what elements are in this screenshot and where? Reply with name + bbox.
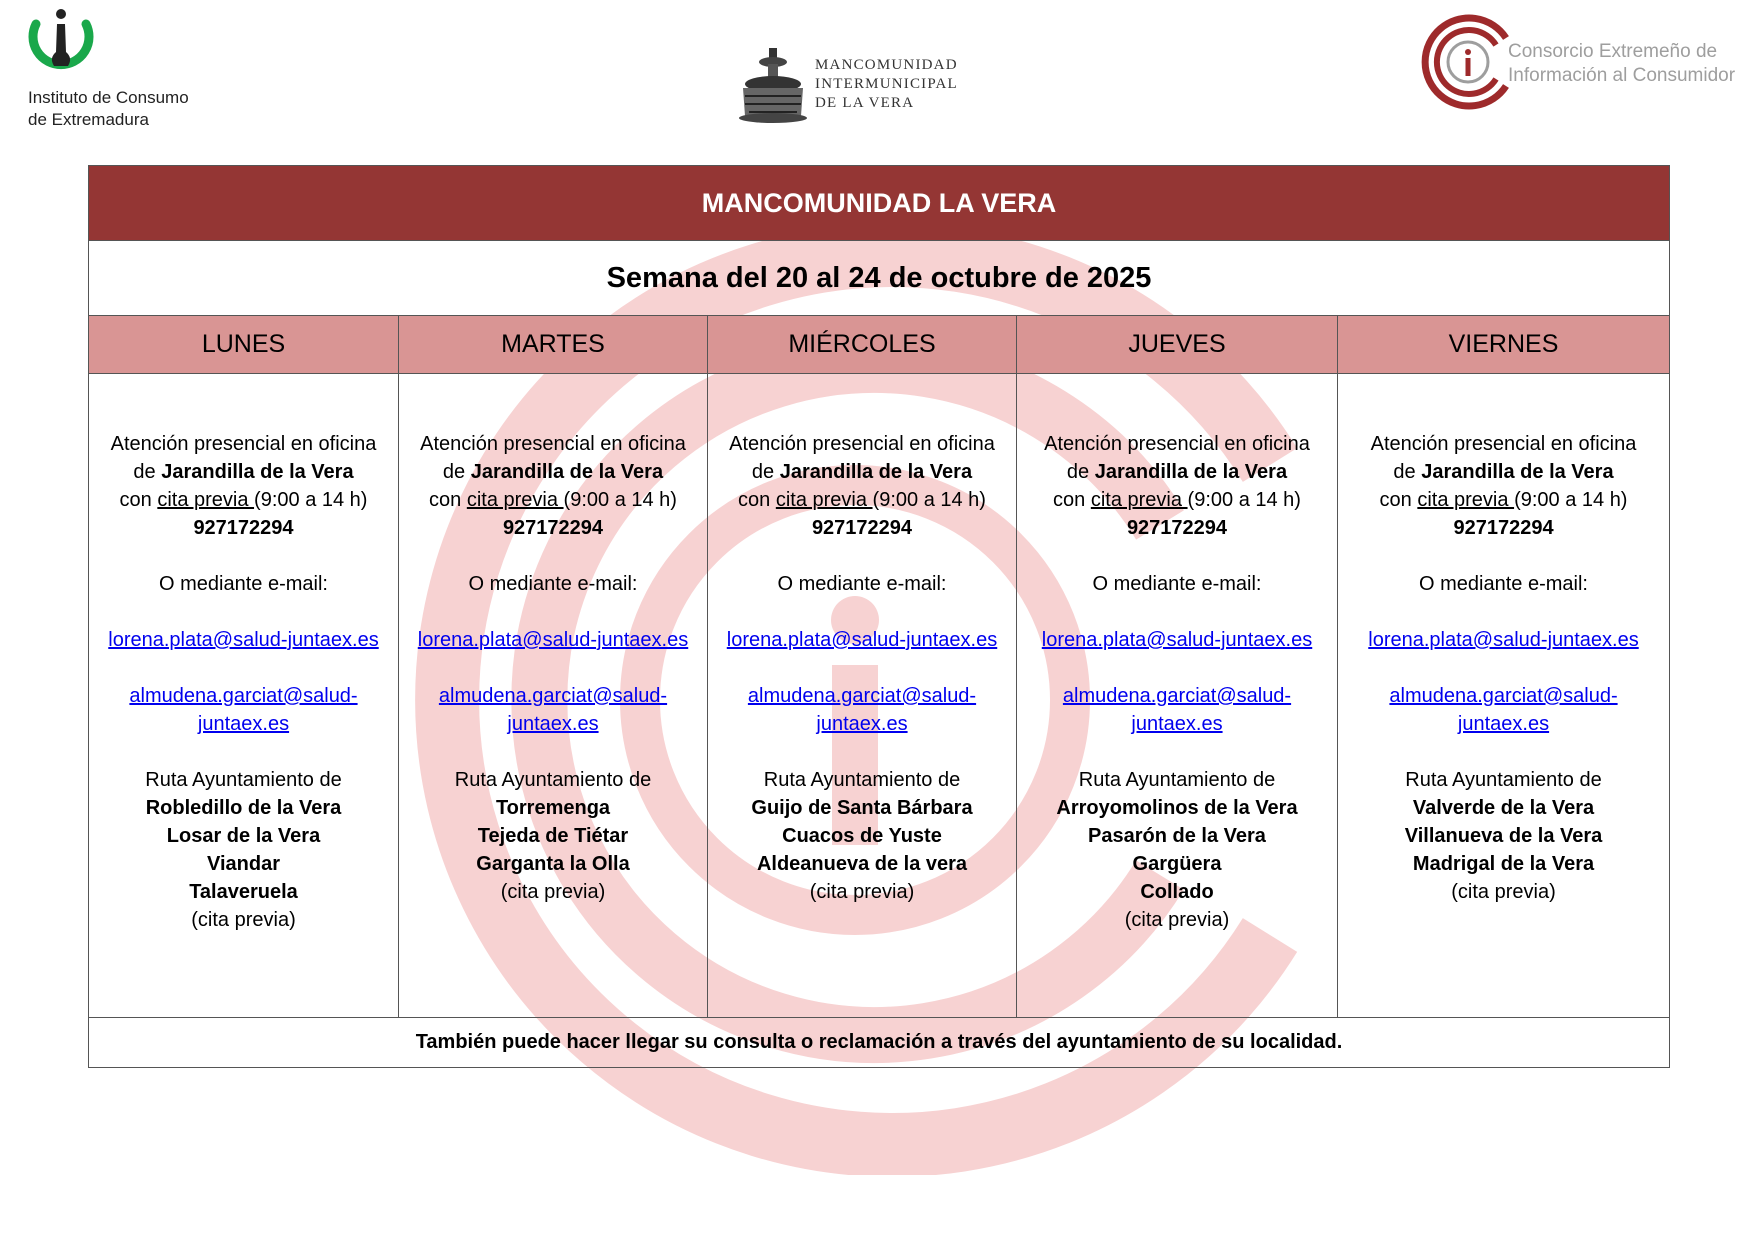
consorcio-i-icon [1418,12,1518,112]
appointment-label: cita previa [775,489,873,511]
appointment-label: cita previa [157,489,255,511]
day-header: MARTES [399,316,708,374]
route-note: (cita previa) [1124,909,1230,931]
day-header: MIÉRCOLES [708,316,1017,374]
appointment-prefix: con [1379,489,1418,511]
email-link[interactable] [399,682,707,738]
route-intro: Ruta Ayuntamiento de [145,769,342,791]
route-note: (cita previa) [809,881,915,903]
appointment-label: cita previa [1090,489,1188,511]
office-hours: (9:00 a 14 h) [563,489,677,511]
email-link-text: juntaex.es [816,713,908,735]
email-link-text: juntaex.es [1457,713,1550,735]
office-intro: Atención presencial en oficina [110,433,377,455]
office-hours: (9:00 a 14 h) [872,489,986,511]
route-town: Guijo de Santa Bárbara [751,797,973,819]
office-location: Jarandilla de la Vera [779,461,973,483]
route-town: Viandar [207,853,280,875]
office-location: Jarandilla de la Vera [1094,461,1288,483]
fountain-icon [735,44,811,126]
route-town: Valverde de la Vera [1412,797,1595,819]
day-cell-content [708,374,1016,906]
appointment-label: cita previa [466,489,564,511]
day-header: JUEVES [1017,316,1338,374]
route-note: (cita previa) [191,909,296,931]
office-location: Jarandilla de la Vera [161,461,354,483]
email-link[interactable] [89,626,398,654]
route-town: Collado [1140,881,1214,903]
route-town: Garganta la Olla [476,853,630,875]
email-link-text: lorena.plata@salud-juntaex.es [108,629,379,651]
office-intro: Atención presencial en oficina [420,433,686,455]
route-town: Robledillo de la Vera [145,797,342,819]
day-cell-content [1017,374,1337,934]
week-subtitle: Semana del 20 al 24 de octubre de 2025 [89,241,1670,316]
email-intro: O mediante e-mail: [468,573,638,595]
route-intro: Ruta Ayuntamiento de [1405,769,1602,791]
email-link-text: lorena.plata@salud-juntaex.es [1041,629,1313,651]
route-note: (cita previa) [500,881,606,903]
phone-number: 927172294 [193,517,294,539]
appointment-label: cita previa [1417,489,1515,511]
route-intro: Ruta Ayuntamiento de [1078,769,1276,791]
route-town: Gargüera [1132,853,1222,875]
email-link-text: almudena.garciat@salud- [1062,685,1292,707]
instituto-consumo-logo-icon [26,8,96,88]
route-town: Arroyomolinos de la Vera [1056,797,1298,819]
route-note: (cita previa) [1451,881,1556,903]
day-cell [1338,374,1670,1018]
schedule-table [88,165,1670,1068]
office-prefix: de [1393,461,1422,483]
office-intro: Atención presencial en oficina [729,433,995,455]
office-prefix: de [442,461,471,483]
route-town: Madrigal de la Vera [1412,853,1595,875]
email-link[interactable] [708,626,1016,654]
email-intro: O mediante e-mail: [1419,573,1588,595]
day-cell-content [1338,374,1669,906]
office-prefix: de [1066,461,1095,483]
office-intro: Atención presencial en oficina [1370,433,1637,455]
email-intro: O mediante e-mail: [159,573,328,595]
email-link-text: almudena.garciat@salud- [1389,685,1618,707]
office-intro: Atención presencial en oficina [1044,433,1310,455]
office-hours: (9:00 a 14 h) [1187,489,1301,511]
office-hours: (9:00 a 14 h) [254,489,368,511]
email-link-text: lorena.plata@salud-juntaex.es [1368,629,1639,651]
email-link-text: juntaex.es [507,713,599,735]
day-cell [1017,374,1338,1018]
instituto-consumo-name: Instituto de Consumo de Extremadura [28,88,189,129]
email-link[interactable] [89,682,398,738]
email-link[interactable] [1017,626,1337,654]
consorcio-name: Consorcio Extremeño de Información al Consumidor [1508,41,1736,86]
table-title: MANCOMUNIDAD LA VERA [89,166,1670,241]
phone-number: 927172294 [1453,517,1554,539]
email-link[interactable] [399,626,707,654]
appointment-prefix: con [738,489,776,511]
office-prefix: de [751,461,780,483]
email-link[interactable] [708,682,1016,738]
route-town: Cuacos de Yuste [782,825,942,847]
email-link[interactable] [1338,682,1669,738]
route-town: Aldeanueva de la vera [756,853,968,875]
phone-number: 927172294 [811,517,913,539]
route-town: Tejeda de Tiétar [477,825,629,847]
appointment-prefix: con [1053,489,1091,511]
email-link[interactable] [1017,682,1337,738]
route-town: Talaveruela [189,881,298,903]
email-intro: O mediante e-mail: [1092,573,1262,595]
day-cell-content [399,374,707,906]
office-location: Jarandilla de la Vera [1421,461,1614,483]
email-link-text: almudena.garciat@salud- [438,685,668,707]
route-intro: Ruta Ayuntamiento de [454,769,652,791]
email-link-text: juntaex.es [197,713,290,735]
route-town: Pasarón de la Vera [1088,825,1266,847]
email-link-text: lorena.plata@salud-juntaex.es [726,629,998,651]
email-link-text: juntaex.es [1131,713,1223,735]
day-header: VIERNES [1338,316,1670,374]
mancomunidad-name: MANCOMUNIDAD INTERMUNICIPAL DE LA VERA [815,57,958,111]
phone-number: 927172294 [502,517,604,539]
instituto-consumo-logo [26,8,226,133]
day-cell [89,374,399,1018]
day-cell [708,374,1017,1018]
appointment-prefix: con [429,489,467,511]
email-link-text: almudena.garciat@salud- [129,685,358,707]
phone-number: 927172294 [1126,517,1228,539]
appointment-prefix: con [119,489,158,511]
mancomunidad-logo [735,44,995,126]
consorcio-logo [1418,12,1748,117]
route-town: Torremenga [495,797,611,819]
day-header: LUNES [89,316,399,374]
email-link[interactable] [1338,626,1669,654]
day-cell [399,374,708,1018]
email-link-text: lorena.plata@salud-juntaex.es [417,629,689,651]
footer-note: También puede hacer llegar su consulta o reclamación a través del ayuntamiento de su localidad. [89,1018,1670,1068]
office-prefix: de [133,461,162,483]
email-intro: O mediante e-mail: [777,573,947,595]
office-hours: (9:00 a 14 h) [1514,489,1628,511]
email-link-text: almudena.garciat@salud- [747,685,977,707]
route-town: Losar de la Vera [166,825,321,847]
route-intro: Ruta Ayuntamiento de [763,769,961,791]
office-location: Jarandilla de la Vera [470,461,664,483]
route-town: Villanueva de la Vera [1404,825,1603,847]
day-cell-content [89,374,398,934]
